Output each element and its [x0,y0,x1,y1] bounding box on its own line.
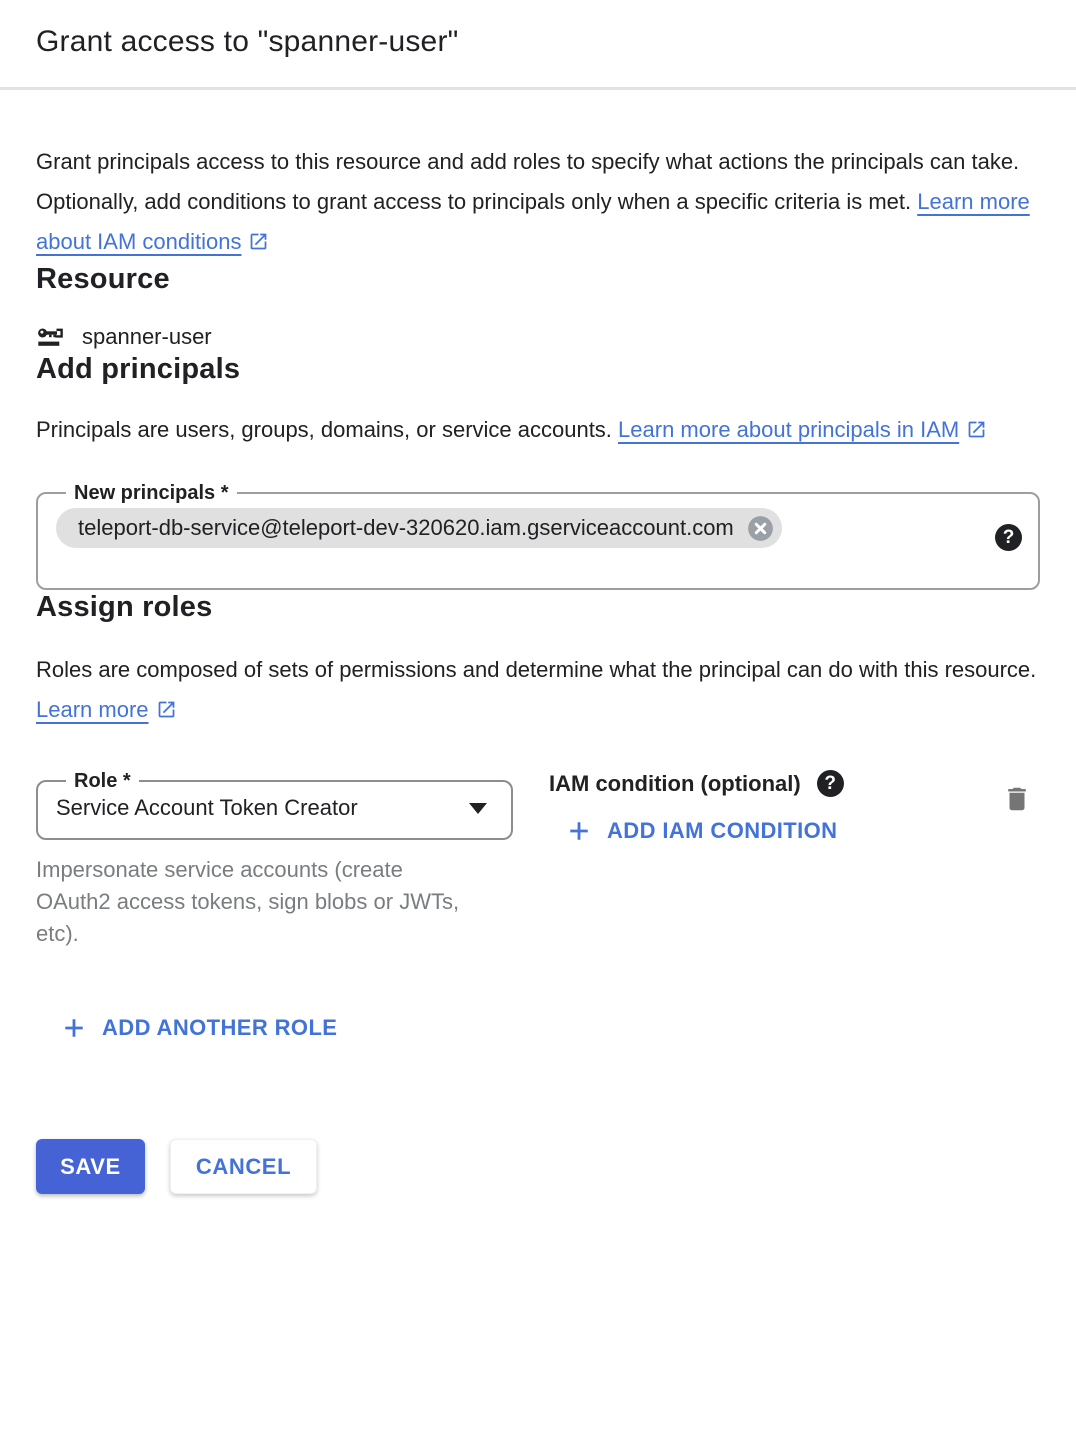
principals-link[interactable]: Learn more about principals in IAM [618,417,987,442]
assign-roles-heading: Assign roles [36,591,213,623]
intro-text: Grant principals access to this resource and add roles to specify what actions the principals can take. Optionally, add conditions to grant access to principals only when a specific criteria is met. [36,149,1020,214]
close-circle-icon [747,515,774,542]
resource-heading: Resource [36,263,170,295]
service-account-key-icon [36,322,66,352]
open-in-new-icon [966,419,987,440]
plus-icon [60,1014,88,1042]
new-principals-label: New principals * [74,482,229,504]
principals-text: Principals are users, groups, domains, or service accounts. [36,417,612,442]
role-value-row[interactable] [56,795,497,821]
roles-paragraph [36,650,1040,730]
principal-chip-text: teleport-db-service@teleport-dev-320620.iam.gserviceaccount.com [78,515,734,540]
intro-paragraph [36,142,1040,262]
new-principals-field[interactable] [36,482,1040,590]
role-label: Role * [74,770,131,792]
iam-condition-label: IAM condition (optional) [549,770,801,796]
cancel-button[interactable]: CANCEL [170,1139,317,1194]
plus-icon [565,817,593,845]
trash-icon [1002,784,1032,814]
open-in-new-icon [248,231,269,252]
new-principals-body [56,506,1022,551]
iam-condition-help-icon[interactable] [817,770,844,797]
remove-principal-button[interactable] [747,515,774,542]
principal-chip [56,508,782,548]
iam-conditions-link[interactable]: Learn more about IAM conditions [36,189,1030,254]
iam-condition-column [549,770,1002,850]
page-title: Grant access to "spanner-user" [36,25,459,58]
principals-help-icon[interactable] [995,524,1022,551]
add-iam-condition-button[interactable]: ADD IAM CONDITION [565,817,837,845]
dialog-content [0,142,1076,1194]
resource-name: spanner-user [82,324,212,349]
roles-text: Roles are composed of sets of permissions and determine what the principal can do with this resource. [36,657,1037,682]
dialog-actions [36,1139,1040,1194]
add-principals-heading: Add principals [36,353,241,385]
principals-paragraph [36,410,1040,450]
delete-role-button[interactable] [1002,784,1032,817]
role-column [36,770,513,950]
caret-down-icon [469,803,487,814]
resource-row [36,322,1040,352]
role-description: Impersonate service accounts (create OAuth2 access tokens, sign blobs or JWTs, etc). [36,857,460,946]
save-button[interactable]: SAVE [36,1139,145,1194]
dialog-header [0,0,1076,90]
open-in-new-icon [156,699,177,720]
iam-condition-label-row [549,770,1002,797]
roles-learn-more-link[interactable]: Learn more [36,697,177,722]
role-row [36,770,1040,950]
add-another-role-button[interactable]: ADD ANOTHER ROLE [60,1014,337,1042]
role-select[interactable] [36,770,513,840]
role-selected-value: Service Account Token Creator [56,795,358,820]
